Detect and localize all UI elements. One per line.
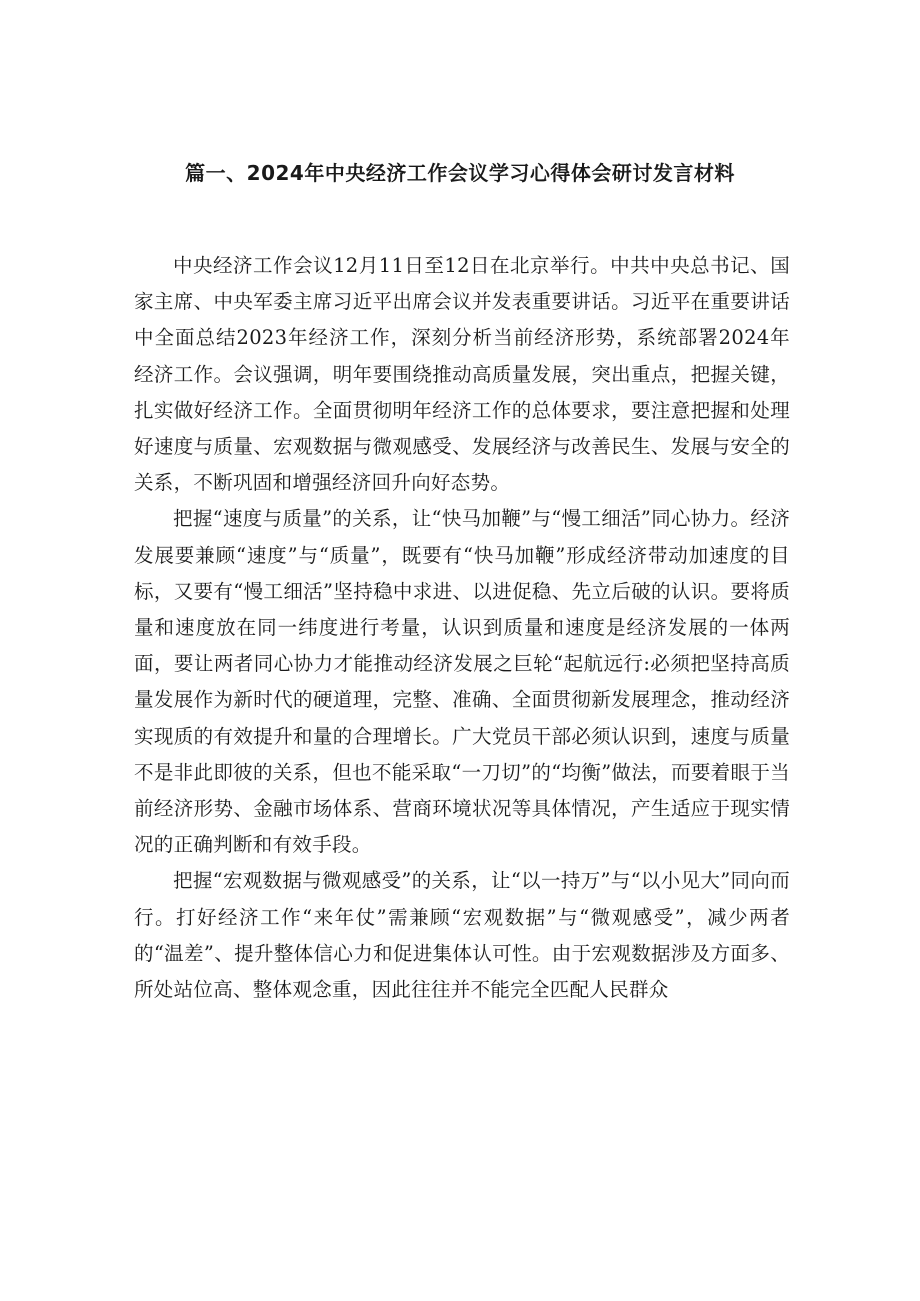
document-title: 篇一、2024年中央经济工作会议学习心得体会研讨发言材料 [185,161,735,185]
document-body [134,248,790,1008]
paragraph-macro-micro: 把握“宏观数据与微观感受”的关系，让“以一持万”与“以小见大”同向而行。打好经济工作“来年仗”需兼顾“宏观数据”与“微观感受”，减少两者的“温差”、提升整体信心力和促进集体认可性。由于宏观数据涉及方面多、所处站位高、整体观念重，因此往往并不能完全匹配人民群众 [134,869,790,1002]
paragraph-speed-quality: 把握“速度与质量”的关系，让“快马加鞭”与“慢工细活”同心协力。经济发展要兼顾“速度”与“质量”，既要有“快马加鞭”形成经济带动加速度的目标，又要有“慢工细活”坚持稳中求进、以进促稳、先立后破的认识。要将质量和速度放在同一纬度进行考量，认识到质量和速度是经济发展的一体两面，要让两者同心协力才能推动经济发展之巨轮“起航远行:必须把坚持高质量发展作为新时代的硬道理，完整、准确、全面贯彻新发展理念，推动经济实现质的有效提升和量的合理增长。广大党员干部必须认识到，速度与质量不是非此即彼的关系，但也不能采取“一刀切”的“均衡”做法，而要着眼于当前经济形势、金融市场体系、营商环境状况等具体情况，产生适应于现实情况的正确判断和有效手段。 [134,507,790,857]
paragraph-intro: 中央经济工作会议12月11日至12日在北京举行。中共中央总书记、国家主席、中央军委主席习近平出席会议并发表重要讲话。习近平在重要讲话中全面总结2023年经济工作，深刻分析当前经济形势，系统部署2024年经济工作。会议强调，明年要围绕推动高质量发展，突出重点，把握关键，扎实做好经济工作。全面贯彻明年经济工作的总体要求，要注意把握和处理好速度与质量、宏观数据与微观感受、发展经济与改善民生、发展与安全的关系，不断巩固和增强经济回升向好态势。 [134,254,790,495]
